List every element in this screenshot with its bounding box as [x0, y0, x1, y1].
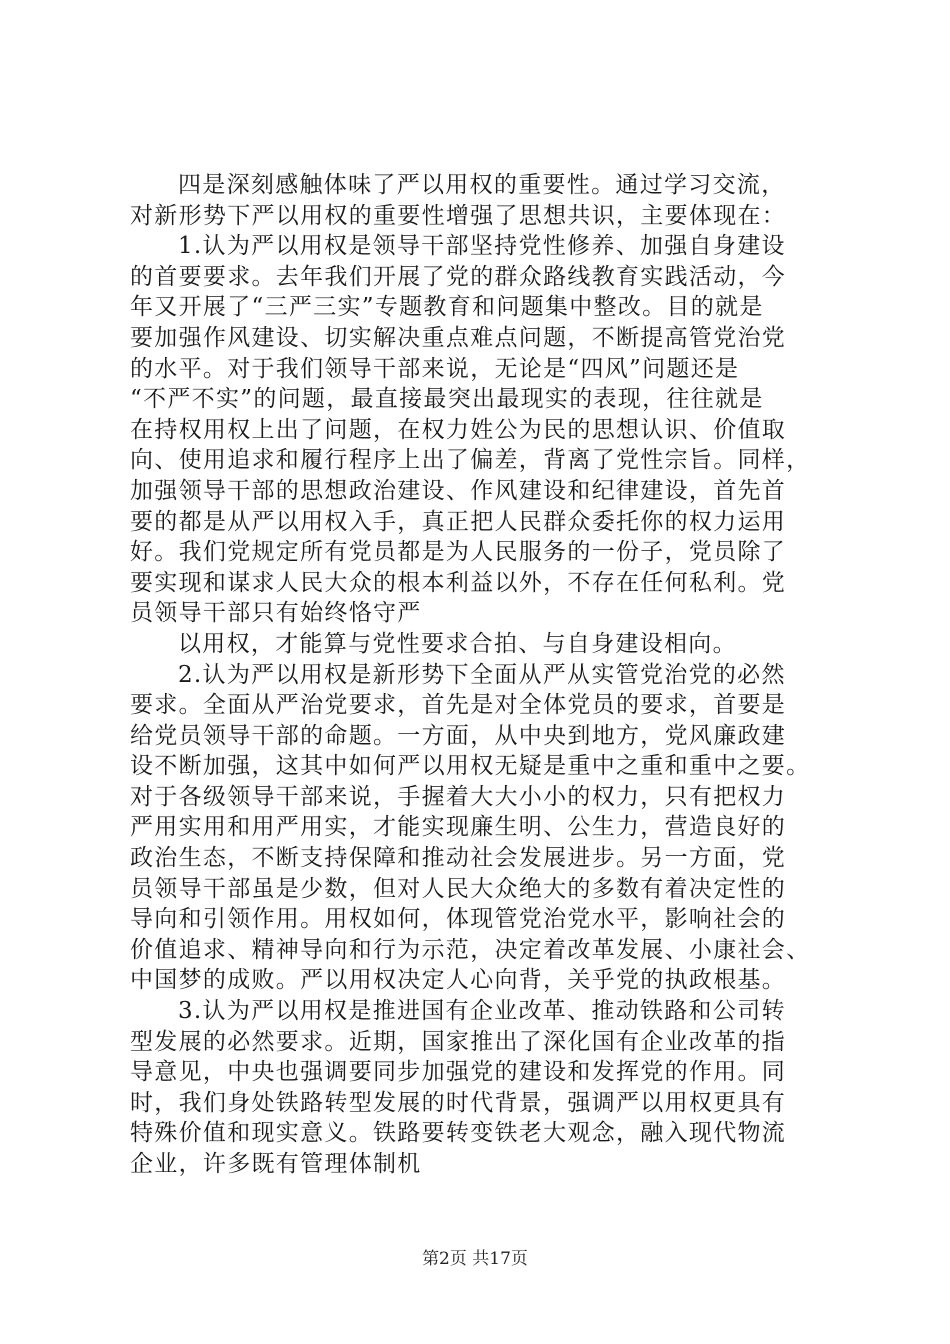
text-line: 向、使用追求和履行程序上出了偏差，背离了党性宗旨。同样，: [130, 447, 811, 474]
text-line: 特殊价值和现实意义。铁路要转变铁老大观念，融入现代物流: [130, 1120, 787, 1147]
text-line: 对新形势下严以用权的重要性增强了思想共识，主要体现在：: [130, 202, 787, 229]
text-line: 型发展的必然要求。近期，国家推出了深化国有企业改革的指: [130, 1028, 787, 1055]
text-line: 的首要要求。去年我们开展了党的群众路线教育实践活动，今: [130, 263, 787, 290]
text-line: 3.认为严以用权是推进国有企业改革、推动铁路和公司转: [178, 998, 786, 1025]
text-line: 加强领导干部的思想政治建设、作风建设和纪律建设，首先首: [130, 477, 787, 504]
text-line: 四是深刻感触体味了严以用权的重要性。通过学习交流，: [178, 172, 786, 198]
text-line: 价值追求、精神导向和行为示范，决定着改革发展、小康社会、: [130, 936, 811, 963]
text-line: 员领导干部虽是少数，但对人民大众绝大的多数有着决定性的: [130, 875, 787, 902]
body-text: [130, 170, 820, 1180]
text-line: 设不断加强，这其中如何严以用权无疑是重中之重和重中之要。: [130, 753, 811, 780]
text-line: 时，我们身处铁路转型发展的时代背景，强调严以用权更具有: [130, 1089, 787, 1116]
text-line: 在持权用权上出了问题，在权力姓公为民的思想认识、价值取: [130, 416, 787, 443]
text-line: 好。我们党规定所有党员都是为人民服务的一份子，党员除了: [130, 539, 787, 566]
page-footer: 第2页 共17页: [422, 1249, 528, 1269]
text-line: 2.认为严以用权是新形势下全面从严从实管党治党的必然: [178, 661, 786, 688]
text-line: 导向和引领作用。用权如何，体现管党治党水平，影响社会的: [130, 906, 787, 933]
text-line: 给党员领导干部的命题。一方面，从中央到地方，党风廉政建: [130, 722, 787, 749]
text-line: 要加强作风建设、切实解决重点难点问题，不断提高管党治党: [130, 324, 787, 351]
text-line: 1.认为严以用权是领导干部坚持党性修养、加强自身建设: [178, 233, 786, 260]
text-line: 政治生态，不断支持保障和推动社会发展进步。另一方面，党: [130, 845, 787, 872]
text-line: 企业，许多既有管理体制机: [130, 1151, 422, 1177]
text-line: 员领导干部只有始终恪守严: [130, 600, 422, 627]
text-line: 要的都是从严以用权入手，真正把人民群众委托你的权力运用: [130, 508, 787, 535]
text-line: 中国梦的成败。严以用权决定人心向背，关乎党的执政根基。: [130, 967, 787, 994]
text-line: 要实现和谋求人民大众的根本利益以外，不存在任何私利。党: [130, 569, 787, 596]
text-line: 年又开展了“三严三实”专题教育和问题集中整改。目的就是: [130, 294, 764, 321]
text-line: 严用实用和用严用实，才能实现廉生明、公生力，营造良好的: [130, 814, 787, 841]
text-line: 的水平。对于我们领导干部来说，无论是“四风”问题还是: [130, 355, 740, 382]
text-line: 要求。全面从严治党要求，首先是对全体党员的要求，首要是: [130, 692, 787, 719]
text-line: 以用权，才能算与党性要求合拍、与自身建设相向。: [178, 630, 737, 657]
text-line: 导意见，中央也强调要同步加强党的建设和发挥党的作用。同: [130, 1059, 787, 1086]
text-line: 对于各级领导干部来说，手握着大大小小的权力，只有把权力: [130, 783, 787, 810]
text-line: “不严不实”的问题，最直接最突出最现实的表现，往往就是: [130, 386, 764, 413]
